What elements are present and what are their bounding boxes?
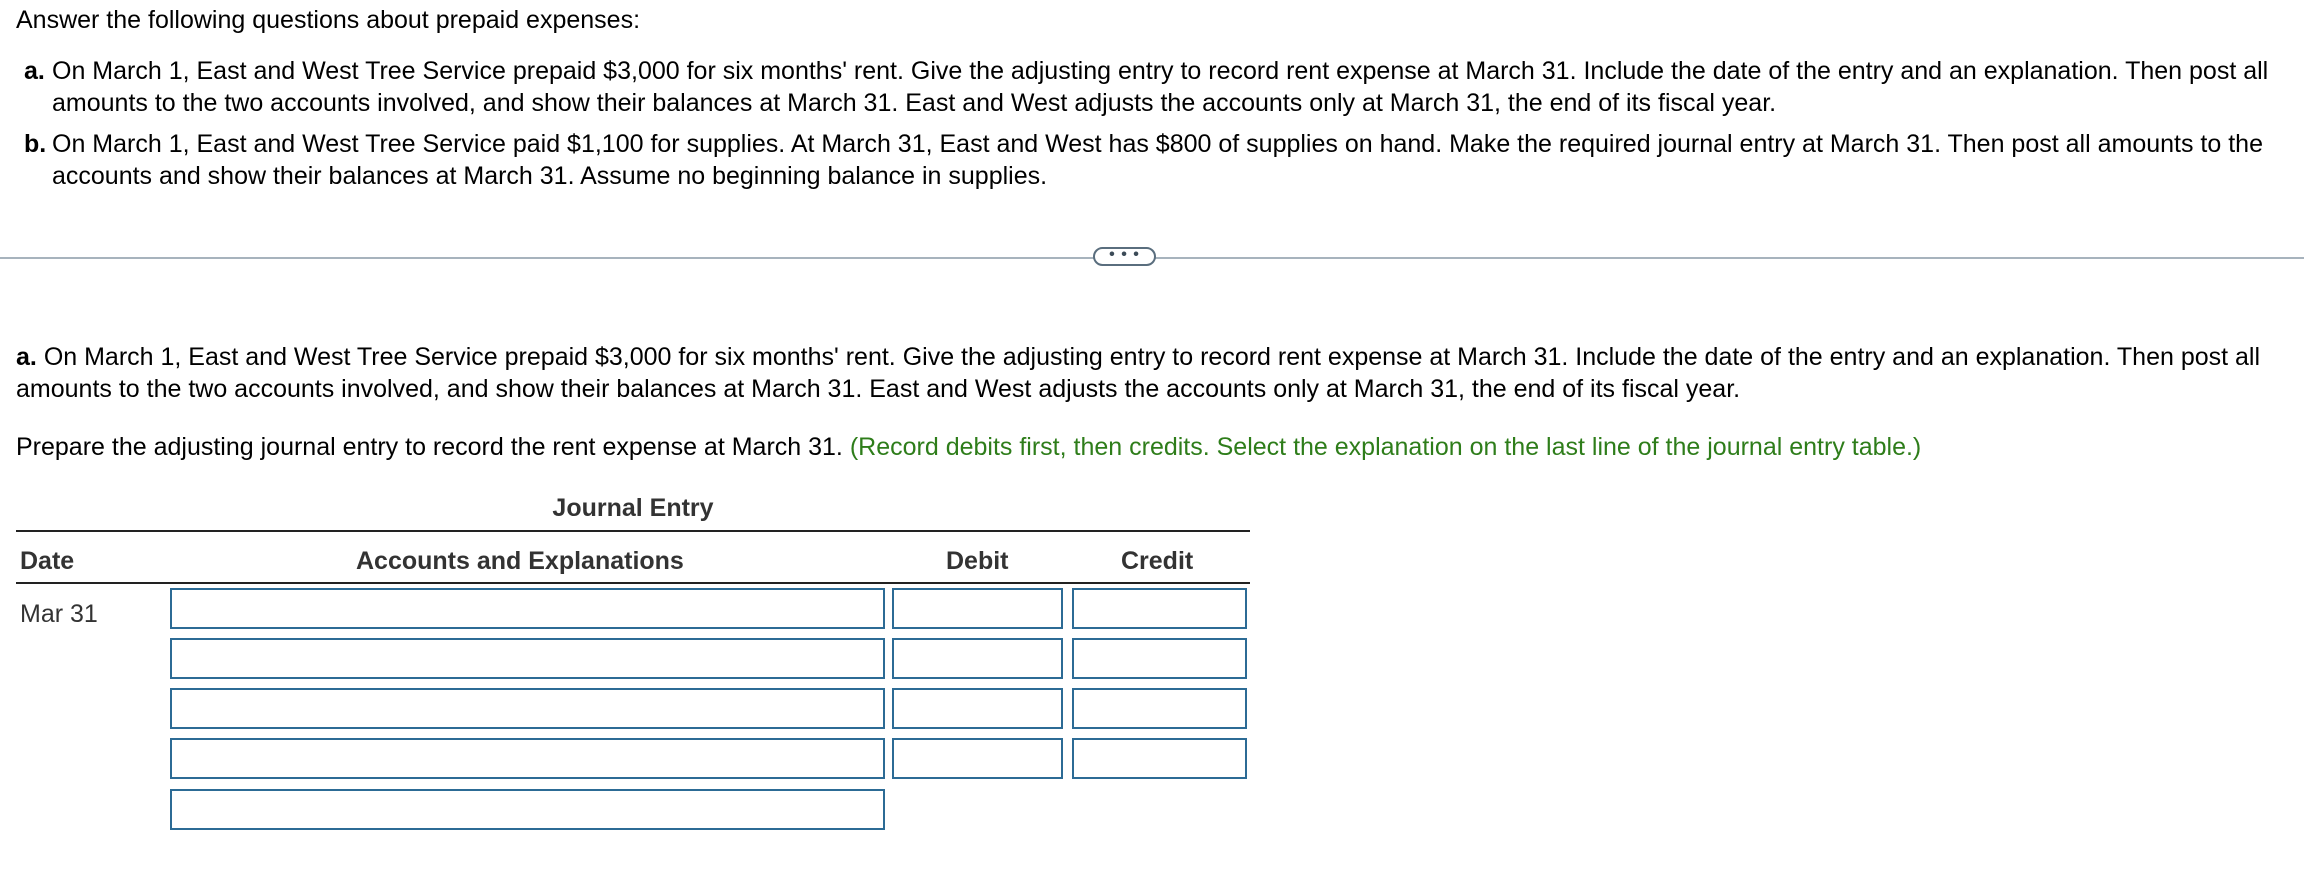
credit-input-row-1[interactable]	[1072, 588, 1247, 629]
question-letter: a.	[24, 57, 45, 85]
entry-date: Mar 31	[20, 600, 98, 628]
question-letter: b.	[24, 130, 47, 158]
header-credit: Credit	[1121, 547, 1194, 575]
debit-input-row-2[interactable]	[892, 638, 1063, 679]
question-item-b	[24, 128, 2294, 192]
header-accounts: Accounts and Explanations	[356, 547, 684, 575]
part-a-question	[16, 341, 2286, 405]
question-list	[24, 55, 2294, 201]
journal-header-rule	[16, 582, 1250, 584]
journal-entry-title: Journal Entry	[552, 494, 714, 522]
instruction-hint: (Record debits first, then credits. Select the explanation on the last line of the journal entry table.)	[849, 433, 1922, 461]
question-text: On March 1, East and West Tree Service prepaid $3,000 for six months' rent. Give the adjusting entry to record rent expense at March 31. Include the date of the entry and an explanation. Then post all amounts to the two accounts involved, and show their balances at March 31. East and West adjusts the accounts only at March 31, the end of its fiscal year.	[52, 57, 2269, 117]
account-input-row-3[interactable]	[170, 688, 885, 729]
instruction-text: Prepare the adjusting journal entry to record the rent expense at March 31.	[16, 433, 843, 461]
instruction-line	[16, 431, 1921, 463]
credit-input-row-3[interactable]	[1072, 688, 1247, 729]
debit-input-row-1[interactable]	[892, 588, 1063, 629]
credit-input-row-2[interactable]	[1072, 638, 1247, 679]
explanation-input[interactable]	[170, 789, 885, 830]
header-date: Date	[20, 547, 75, 575]
intro-text: Answer the following questions about prepaid expenses:	[16, 6, 641, 34]
journal-top-rule	[16, 530, 1250, 532]
account-input-row-2[interactable]	[170, 638, 885, 679]
journal-header-row	[16, 545, 1250, 579]
debit-input-row-4[interactable]	[892, 738, 1063, 779]
credit-input-row-4[interactable]	[1072, 738, 1247, 779]
debit-input-row-3[interactable]	[892, 688, 1063, 729]
question-text: On March 1, East and West Tree Service paid $1,100 for supplies. At March 31, East and West has $800 of supplies on hand. Make the required journal entry at March 31. Then post all amounts to the accounts and show their balances at March 31. Assume no beginning balance in supplies.	[52, 130, 2263, 190]
account-input-row-4[interactable]	[170, 738, 885, 779]
account-input-row-1[interactable]	[170, 588, 885, 629]
expand-more-button[interactable]: • • •	[1093, 247, 1156, 266]
part-a-letter: a.	[16, 343, 37, 371]
part-a-text: On March 1, East and West Tree Service prepaid $3,000 for six months' rent. Give the adjusting entry to record rent expense at March 31. Include the date of the entry and an explanation. Then post all amounts to the two accounts involved, and show their balances at March 31. East and West adjusts the accounts only at March 31, the end of its fiscal year.	[16, 343, 2261, 403]
question-item-a	[24, 55, 2294, 119]
header-debit: Debit	[946, 547, 1009, 575]
